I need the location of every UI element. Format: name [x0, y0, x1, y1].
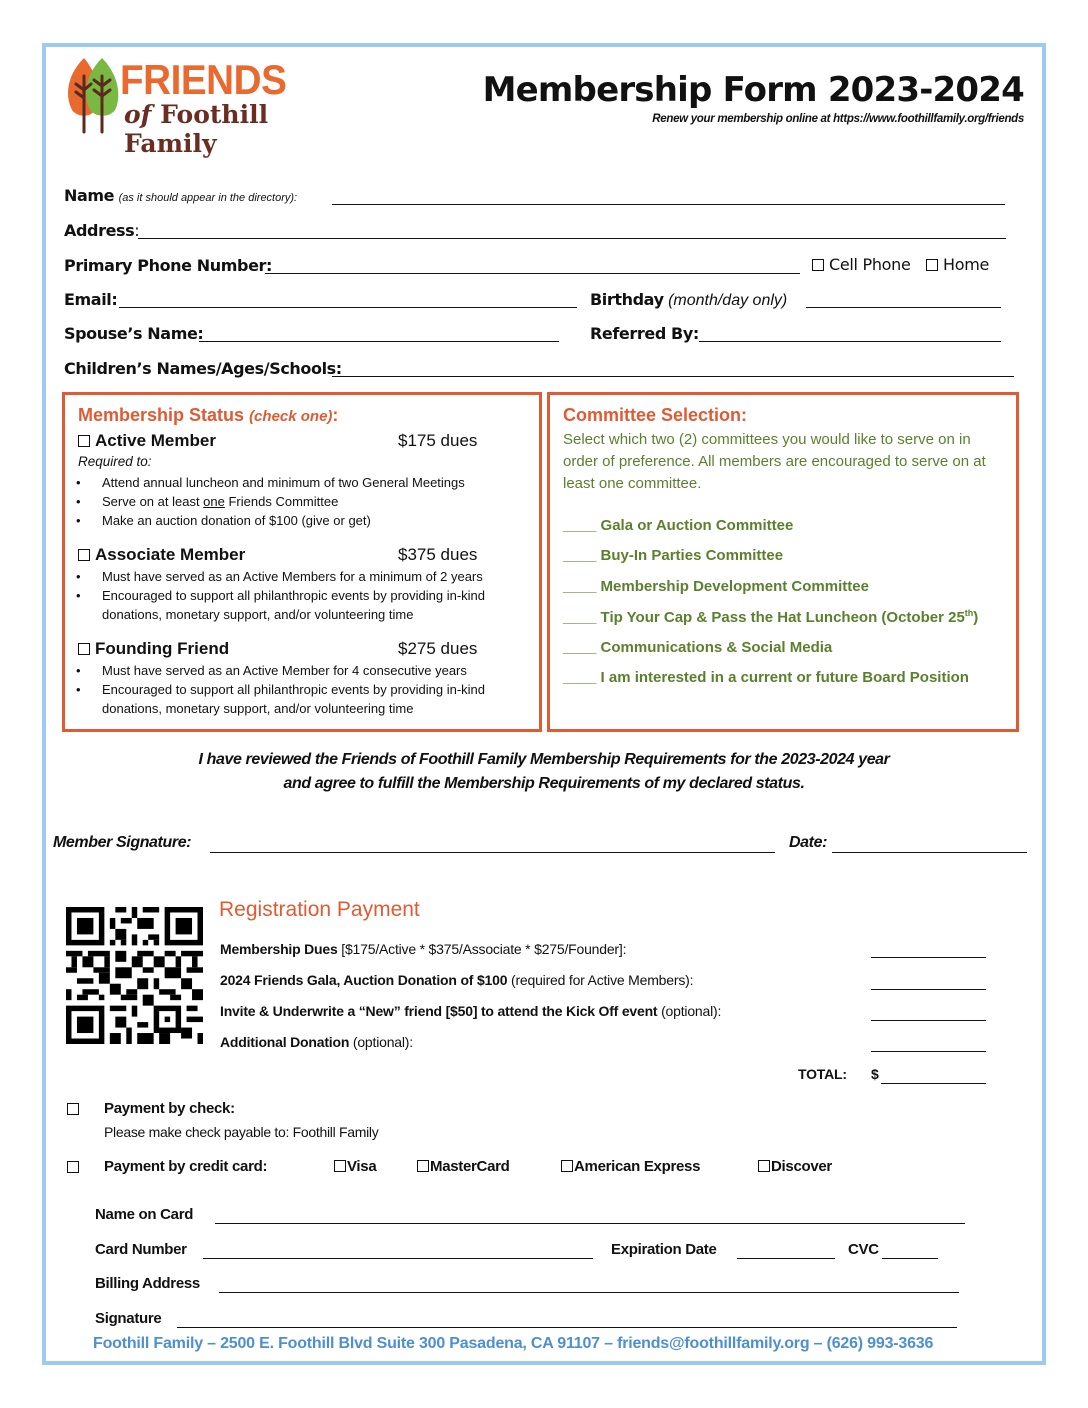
renew-online-note: Renew your membership online at https://www.foothillfamily.org/friends — [652, 113, 1024, 125]
card-type-label: MasterCard — [430, 1158, 510, 1175]
associate-requirements — [64, 567, 534, 624]
card-number-label: Card Number — [95, 1241, 187, 1258]
line-label: Membership Dues — [220, 941, 338, 957]
payment-card-checkbox[interactable] — [67, 1161, 79, 1173]
line-label: Additional Donation — [220, 1034, 350, 1050]
membership-status-heading — [78, 405, 338, 426]
children-input[interactable] — [332, 376, 1014, 377]
committee-name: I am interested in a current or future Board Position — [600, 669, 969, 686]
tier-associate[interactable] — [78, 545, 245, 565]
total-currency: $ — [871, 1066, 879, 1082]
membership-heading-colon: : — [332, 405, 339, 425]
committee-name: Gala or Auction Committee — [600, 517, 794, 534]
committee-item[interactable] — [563, 608, 978, 626]
payment-check-checkbox[interactable] — [67, 1103, 79, 1115]
member-signature-label: Member Signature: — [53, 834, 192, 851]
membership-heading-hint: (check one) — [249, 408, 333, 425]
check-payable-note: Please make check payable to: Foothill Family — [104, 1124, 379, 1140]
phone-type-cell[interactable] — [812, 255, 911, 274]
name-hint: (as it should appear in the directory): — [118, 192, 298, 204]
logo-org-text — [124, 100, 354, 158]
home-phone-label: Home — [943, 255, 990, 274]
total-amount-input[interactable] — [881, 1083, 986, 1084]
spouse-input[interactable] — [199, 341, 559, 342]
tier-price: $175 dues — [398, 431, 478, 450]
agreement-line-2: and agree to fulfill the Membership Requirements of my declared status. — [283, 775, 805, 792]
payment-line-gala — [220, 972, 693, 988]
card-signature-label: Signature — [95, 1310, 162, 1327]
card-signature-input[interactable] — [177, 1327, 957, 1328]
required-to-label: Required to: — [78, 454, 152, 469]
footer-contact: Foothill Family – 2500 E. Foothill Blvd Suite 300 Pasadena, CA 91107 – friends@foothillfamily.org – (626) 993-3636 — [93, 1335, 934, 1352]
billing-address-label: Billing Address — [95, 1275, 200, 1292]
address-colon: : — [134, 221, 140, 240]
committee-item[interactable] — [563, 517, 793, 534]
tree-leaves-icon — [64, 54, 124, 136]
requirement-item: • Make an auction donation of $100 (give or get) — [64, 511, 465, 530]
req-underline: one — [203, 494, 225, 509]
name-input[interactable] — [332, 204, 1005, 205]
rank-blank[interactable]: ____ — [563, 609, 597, 626]
tier-price: $275 dues — [398, 639, 478, 658]
address-field — [64, 221, 139, 241]
committee-item[interactable] — [563, 547, 783, 564]
committee-name: Communications & Social Media — [600, 639, 833, 656]
email-label: Email: — [64, 290, 118, 309]
expiration-date-input[interactable] — [737, 1258, 835, 1259]
date-input[interactable] — [832, 852, 1027, 853]
card-type-amex[interactable] — [561, 1158, 700, 1175]
home-phone-checkbox[interactable] — [926, 259, 938, 271]
line-note: (required for Active Members): — [507, 972, 694, 988]
phone-type-home[interactable] — [926, 255, 989, 274]
name-on-card-input[interactable] — [215, 1223, 965, 1224]
birthday-hint: (month/day only) — [668, 292, 788, 309]
tier-active[interactable] — [78, 431, 216, 451]
date-label: Date: — [789, 834, 828, 851]
total-label: TOTAL: — [798, 1066, 847, 1082]
committee-item[interactable] — [563, 578, 869, 595]
committee-heading: Committee Selection: — [563, 405, 748, 425]
name-field — [64, 186, 297, 206]
referred-input[interactable] — [699, 341, 1001, 342]
paren-close: ) — [973, 609, 979, 626]
rank-blank[interactable]: ____ — [563, 578, 597, 595]
cell-phone-checkbox[interactable] — [812, 259, 824, 271]
ordinal-suffix: th — [964, 608, 974, 618]
line-note: (optional): — [349, 1034, 413, 1050]
qr-code-icon[interactable] — [66, 907, 203, 1044]
spouse-label: Spouse’s Name: — [64, 324, 204, 343]
rank-blank[interactable]: ____ — [563, 639, 597, 656]
address-label: Address — [64, 221, 135, 240]
expiration-date-label: Expiration Date — [611, 1241, 717, 1258]
email-input[interactable] — [119, 307, 577, 308]
committee-name: Membership Development Committee — [600, 578, 869, 595]
line-note: [$175/Active * $375/Associate * $275/Founder]: — [337, 941, 627, 957]
donation-amount-input[interactable] — [871, 1051, 986, 1052]
founding-requirements — [64, 661, 534, 718]
billing-address-input[interactable] — [219, 1292, 959, 1293]
committee-description: Select which two (2) committees you would like to serve on in order of preference. All members are encouraged to serve on at least one committee. — [563, 431, 986, 492]
card-type-mastercard[interactable] — [417, 1158, 510, 1175]
card-type-visa[interactable] — [334, 1158, 376, 1175]
discover-checkbox[interactable] — [758, 1160, 770, 1172]
requirement-item: • Encouraged to support all philanthropic events by providing in-kind donations, monetary support, and/or volunteering time — [64, 680, 534, 718]
associate-member-checkbox[interactable] — [78, 549, 90, 561]
birthday-input[interactable] — [806, 307, 1001, 308]
card-type-discover[interactable] — [758, 1158, 832, 1175]
referred-label: Referred By: — [590, 324, 699, 343]
friends-logo — [64, 54, 354, 158]
tier-title: Associate Member — [95, 545, 246, 564]
visa-checkbox[interactable] — [334, 1160, 346, 1172]
tier-price: $375 dues — [398, 545, 478, 564]
membership-heading-text: Membership Status — [78, 405, 245, 425]
gala-amount-input[interactable] — [871, 989, 986, 990]
birthday-field — [590, 290, 787, 310]
address-input[interactable] — [138, 238, 1006, 239]
cvc-label: CVC — [848, 1241, 879, 1258]
payment-line-underwrite — [220, 1003, 721, 1019]
birthday-label: Birthday — [590, 290, 664, 309]
line-label: Invite & Underwrite a “New” friend [$50] to attend the Kick Off event — [220, 1003, 658, 1019]
agreement-line-1: I have reviewed the Friends of Foothill Family Membership Requirements for the 2023-2024 year — [198, 751, 890, 768]
amex-checkbox[interactable] — [561, 1160, 573, 1172]
logo-org: Foothill Family — [124, 100, 269, 158]
founding-friend-checkbox[interactable] — [78, 643, 90, 655]
card-type-label: American Express — [574, 1158, 701, 1175]
page-title: Membership Form 2023-2024 — [482, 70, 1024, 110]
active-member-checkbox[interactable] — [78, 435, 90, 447]
line-note: (optional): — [657, 1003, 722, 1019]
phone-input[interactable] — [265, 273, 800, 274]
requirement-item — [64, 492, 465, 511]
requirement-item: • Must have served as an Active Members for a minimum of 2 years — [64, 567, 534, 586]
logo-of: of — [124, 100, 152, 129]
rank-blank[interactable]: ____ — [563, 669, 597, 686]
payment-by-check-label: Payment by check: — [104, 1100, 235, 1117]
req-text-tail: Friends Committee — [224, 494, 339, 509]
active-requirements — [64, 473, 465, 530]
tier-title: Active Member — [95, 431, 216, 450]
rank-blank[interactable]: ____ — [563, 547, 597, 564]
underwrite-amount-input[interactable] — [871, 1020, 986, 1021]
mastercard-checkbox[interactable] — [417, 1160, 429, 1172]
requirement-item: • Must have served as an Active Member for 4 consecutive years — [64, 661, 534, 680]
tier-title: Founding Friend — [95, 639, 230, 658]
req-text: Serve on at least — [102, 494, 204, 509]
name-label: Name — [64, 186, 115, 205]
payment-by-card-label: Payment by credit card: — [104, 1158, 268, 1175]
payment-line-donation — [220, 1034, 413, 1050]
children-label: Children’s Names/Ages/Schools: — [64, 359, 342, 378]
name-on-card-label: Name on Card — [95, 1206, 194, 1223]
member-signature-input[interactable] — [210, 852, 775, 853]
committee-name: Buy-In Parties Committee — [600, 547, 784, 564]
committee-item[interactable] — [563, 639, 832, 656]
cvc-input[interactable] — [882, 1258, 938, 1259]
card-type-label: Visa — [347, 1158, 377, 1175]
requirement-item: • Attend annual luncheon and minimum of two General Meetings — [64, 473, 465, 492]
phone-label: Primary Phone Number: — [64, 256, 273, 275]
logo-friends-text: FRIENDS — [120, 56, 287, 103]
registration-payment-heading: Registration Payment — [219, 898, 420, 921]
committee-item[interactable] — [563, 669, 969, 686]
cell-phone-label: Cell Phone — [829, 255, 911, 274]
tier-founding[interactable] — [78, 639, 229, 659]
requirement-item: • Encouraged to support all philanthropic events by providing in-kind donations, monetary support, and/or volunteering time — [64, 586, 534, 624]
dues-amount-input[interactable] — [871, 957, 986, 958]
card-type-label: Discover — [771, 1158, 832, 1175]
line-label: 2024 Friends Gala, Auction Donation of $100 — [220, 972, 508, 988]
committee-name: Tip Your Cap & Pass the Hat Luncheon (October 25 — [600, 609, 965, 626]
card-number-input[interactable] — [203, 1258, 593, 1259]
payment-line-dues — [220, 941, 626, 957]
rank-blank[interactable]: ____ — [563, 517, 597, 534]
